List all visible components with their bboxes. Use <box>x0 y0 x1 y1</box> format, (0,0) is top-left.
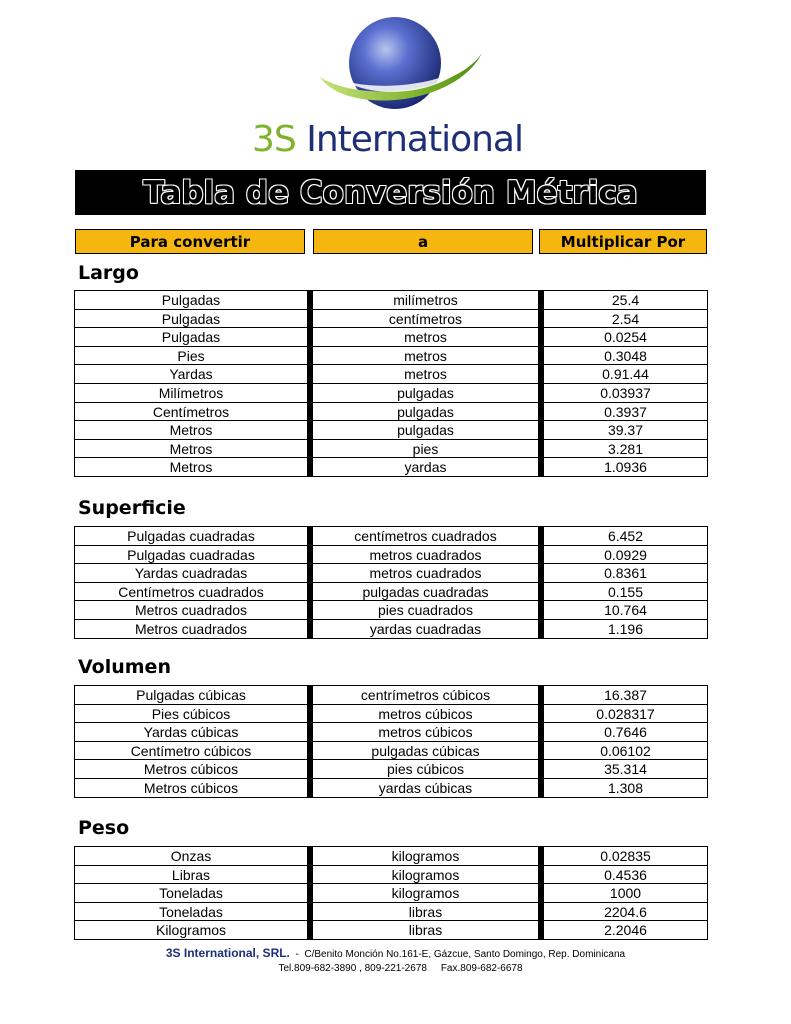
cell-to: metros <box>313 365 544 383</box>
cell-from: Centímetros <box>75 403 313 421</box>
table-row <box>75 884 707 903</box>
table-row <box>75 705 707 724</box>
cell-to: yardas cuadradas <box>313 620 544 638</box>
table-row <box>75 310 707 329</box>
table-row <box>75 903 707 922</box>
cell-from: Metros <box>75 421 313 439</box>
section-title-largo: Largo <box>78 262 139 284</box>
cell-factor: 0.028317 <box>596 705 655 722</box>
table-row <box>75 601 707 620</box>
cell-from: Metros <box>75 458 313 476</box>
cell-factor: 0.0254 <box>604 329 647 346</box>
cell-factor: 0.06102 <box>600 742 651 759</box>
logo-3s: 3S <box>252 119 296 160</box>
page-title: Tabla de Conversión Métrica <box>143 174 638 211</box>
table-row <box>75 723 707 742</box>
cell-from: Centímetros cuadrados <box>75 583 313 601</box>
table-row <box>75 779 707 798</box>
cell-factor: 1.196 <box>607 620 644 637</box>
cell-factor: 0.03937 <box>600 384 651 401</box>
cell-from: Yardas <box>75 365 313 383</box>
cell-to: kilogramos <box>313 884 544 902</box>
cell-from: Libras <box>75 866 313 884</box>
cell-to: metros <box>313 347 544 365</box>
cell-to: pulgadas <box>313 384 544 402</box>
cell-from: Pies <box>75 347 313 365</box>
cell-factor: 2.54 <box>611 310 640 327</box>
company-logo <box>250 15 540 160</box>
table-row <box>75 620 707 639</box>
table-row <box>75 440 707 459</box>
footer-contact-line <box>0 962 791 976</box>
cell-from: Pulgadas cuadradas <box>75 546 313 564</box>
table-row <box>75 866 707 885</box>
section-title-peso: Peso <box>78 817 130 839</box>
cell-from: Onzas <box>75 847 313 865</box>
table-row <box>75 384 707 403</box>
cell-from: Pulgadas <box>75 310 313 328</box>
cell-to: centrímetros cúbicos <box>313 686 544 704</box>
table-row <box>75 347 707 366</box>
cell-factor: 0.02835 <box>600 848 651 864</box>
cell-factor: 0.3048 <box>604 347 647 364</box>
cell-to: kilogramos <box>313 847 544 865</box>
cell-factor: 3.281 <box>607 440 644 457</box>
cell-factor: 16.387 <box>604 687 647 703</box>
cell-factor: 1.308 <box>607 779 644 796</box>
cell-to: yardas cúbicas <box>313 779 544 797</box>
section-title-superficie: Superficie <box>78 497 186 519</box>
cell-to: metros <box>313 328 544 346</box>
cell-factor: 0.3937 <box>604 403 647 420</box>
cell-factor: 0.0929 <box>604 546 647 563</box>
cell-to: milímetros <box>313 291 544 309</box>
cell-to: pies cuadrados <box>313 601 544 619</box>
cell-to: kilogramos <box>313 866 544 884</box>
cell-factor: 0.7646 <box>604 724 647 741</box>
footer-fax: Fax.809-682-6678 <box>440 963 523 974</box>
cell-to: centímetros cuadrados <box>313 527 544 545</box>
table-row <box>75 458 707 477</box>
cell-factor: 1000 <box>609 885 642 902</box>
cell-factor: 25.4 <box>611 292 640 308</box>
table-row <box>75 583 707 602</box>
cell-to: centímetros <box>313 310 544 328</box>
cell-to: metros cuadrados <box>313 564 544 582</box>
logo-international: International <box>306 119 523 160</box>
cell-from: Pies cúbicos <box>75 705 313 723</box>
cell-factor: 0.8361 <box>604 565 647 582</box>
cell-from: Metros cuadrados <box>75 601 313 619</box>
title-banner <box>75 170 706 215</box>
table-row <box>75 847 707 866</box>
cell-from: Yardas cúbicas <box>75 723 313 741</box>
footer-phones: Tel.809-682-3890 , 809-221-2678 <box>278 963 427 974</box>
table-superficie <box>74 526 708 639</box>
header-para-convertir: Para convertir <box>75 229 305 254</box>
table-row <box>75 921 707 940</box>
footer-address: C/Benito Monción No.161-E, Gázcue, Santo Domingo, Rep. Dominicana <box>304 949 626 960</box>
cell-from: Metros cuadrados <box>75 620 313 638</box>
footer-company: 3S International, SRL. <box>165 946 290 960</box>
cell-from: Toneladas <box>75 903 313 921</box>
cell-factor: 2204.6 <box>604 903 647 920</box>
cell-from: Metros cúbicos <box>75 779 313 797</box>
cell-from: Metros <box>75 440 313 458</box>
cell-to: pulgadas cuadradas <box>313 583 544 601</box>
cell-to: metros cúbicos <box>313 705 544 723</box>
cell-to: yardas <box>313 458 544 476</box>
table-row <box>75 365 707 384</box>
header-multiplicar-por: Multiplicar Por <box>539 229 707 254</box>
cell-factor: 0.4536 <box>604 866 647 883</box>
cell-from: Yardas cuadradas <box>75 564 313 582</box>
table-row <box>75 564 707 583</box>
cell-to: pulgadas cúbicas <box>313 742 544 760</box>
table-row <box>75 686 707 705</box>
cell-from: Pulgadas <box>75 291 313 309</box>
cell-factor: 2.2046 <box>604 922 647 939</box>
cell-from: Pulgadas cúbicas <box>75 686 313 704</box>
cell-to: libras <box>313 921 544 939</box>
cell-factor: 35.314 <box>604 761 647 778</box>
cell-to: libras <box>313 903 544 921</box>
table-peso <box>74 846 708 940</box>
section-title-volumen: Volumen <box>78 656 171 678</box>
table-row <box>75 291 707 310</box>
table-row <box>75 421 707 440</box>
table-row <box>75 546 707 565</box>
cell-to: metros cuadrados <box>313 546 544 564</box>
cell-from: Centímetro cúbicos <box>75 742 313 760</box>
globe-icon <box>250 15 540 125</box>
cell-factor: 1.0936 <box>604 459 647 476</box>
table-row <box>75 328 707 347</box>
cell-from: Pulgadas <box>75 328 313 346</box>
table-volumen <box>74 685 708 798</box>
cell-to: pies cúbicos <box>313 760 544 778</box>
cell-from: Milímetros <box>75 384 313 402</box>
table-largo <box>74 290 708 477</box>
cell-to: pulgadas <box>313 403 544 421</box>
cell-factor: 6.452 <box>607 528 644 544</box>
footer-separator: - <box>295 949 299 960</box>
table-row <box>75 760 707 779</box>
logo-wordmark <box>252 120 523 160</box>
cell-from: Kilogramos <box>75 921 313 939</box>
cell-to: metros cúbicos <box>313 723 544 741</box>
cell-factor: 39.37 <box>607 422 644 439</box>
footer-address-line <box>0 946 791 962</box>
cell-from: Toneladas <box>75 884 313 902</box>
cell-factor: 10.764 <box>604 602 647 619</box>
cell-from: Metros cúbicos <box>75 760 313 778</box>
table-row <box>75 403 707 422</box>
cell-factor: 0.155 <box>607 583 644 600</box>
table-row <box>75 527 707 546</box>
table-row <box>75 742 707 761</box>
cell-to: pies <box>313 440 544 458</box>
header-a: a <box>313 229 533 254</box>
cell-from: Pulgadas cuadradas <box>75 527 313 545</box>
cell-factor: 0.91.44 <box>602 366 649 383</box>
cell-to: pulgadas <box>313 421 544 439</box>
